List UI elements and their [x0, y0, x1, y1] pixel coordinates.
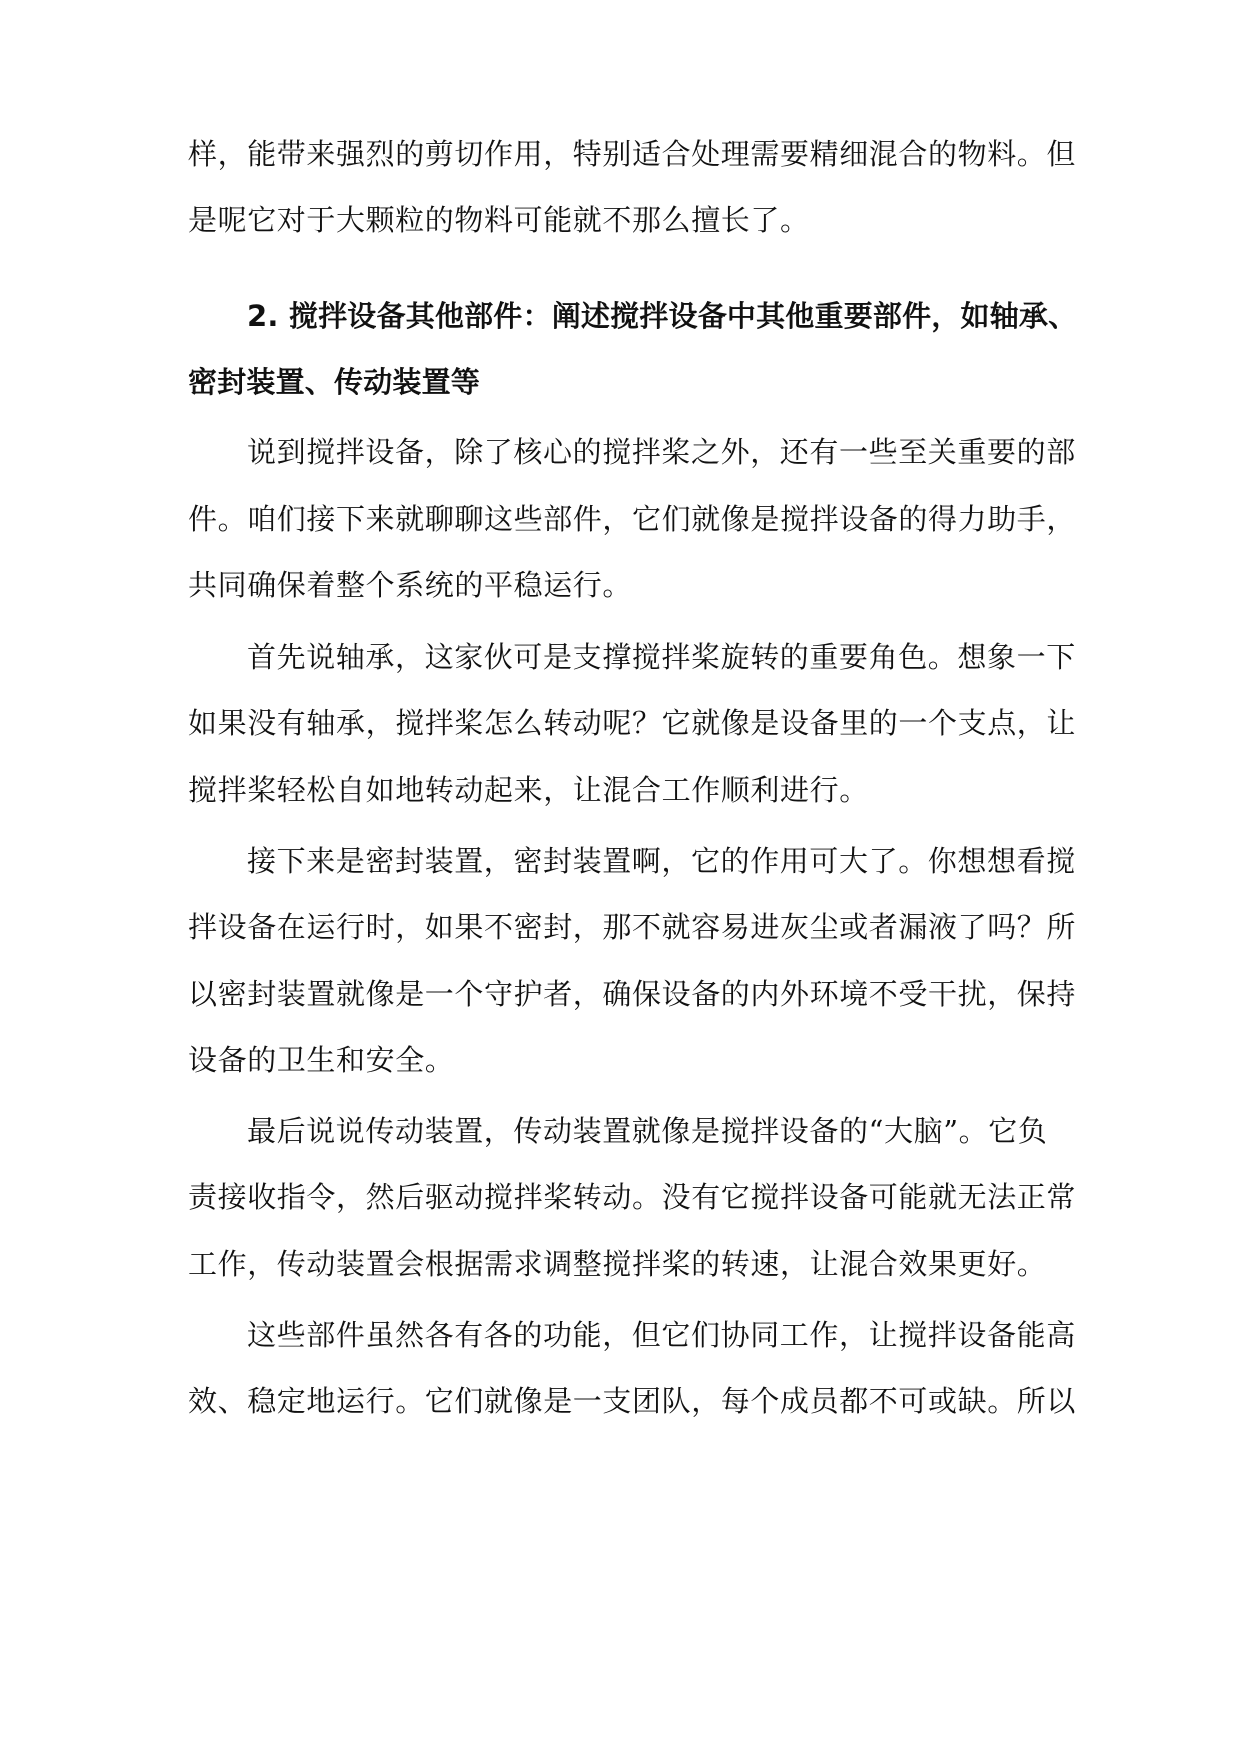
paragraph-3-line-3: 以密封装置就像是一个守护者，确保设备的内外环境不受干扰，保持: [188, 977, 1077, 1011]
paragraph-4-line-1: 最后说说传动装置，传动装置就像是搅拌设备的“大脑”。它负: [247, 1114, 1048, 1148]
paragraph-4-line-3: 工作，传动装置会根据需求调整搅拌桨的转速，让混合效果更好。: [188, 1247, 1047, 1281]
paragraph-2-line-2: 如果没有轴承，搅拌桨怎么转动呢？它就像是设备里的一个支点，让: [188, 706, 1077, 740]
section-heading-line-1: 2. 搅拌设备其他部件：阐述搅拌设备中其他重要部件，如轴承、: [247, 299, 1078, 333]
paragraph-3-line-4: 设备的卫生和安全。: [188, 1043, 455, 1077]
paragraph-5-line-1: 这些部件虽然各有各的功能，但它们协同工作，让搅拌设备能高: [247, 1318, 1076, 1352]
paragraph-1-line-3: 共同确保着整个系统的平稳运行。: [188, 568, 633, 602]
intro-line-1: 样，能带来强烈的剪切作用，特别适合处理需要精细混合的物料。但: [188, 137, 1077, 171]
paragraph-2-line-3: 搅拌桨轻松自如地转动起来，让混合工作顺利进行。: [188, 773, 869, 807]
paragraph-3-line-1: 接下来是密封装置，密封装置啊，它的作用可大了。你想想看搅: [247, 844, 1076, 878]
paragraph-2-line-1: 首先说轴承，这家伙可是支撑搅拌桨旋转的重要角色。想象一下: [247, 640, 1076, 674]
paragraph-1-line-1: 说到搅拌设备，除了核心的搅拌桨之外，还有一些至关重要的部: [247, 435, 1076, 469]
section-heading-line-2: 密封装置、传动装置等: [188, 365, 481, 399]
paragraph-3-line-2: 拌设备在运行时，如果不密封，那不就容易进灰尘或者漏液了吗？所: [188, 910, 1077, 944]
paragraph-4-line-2: 责接收指令，然后驱动搅拌桨转动。没有它搅拌设备可能就无法正常: [188, 1180, 1077, 1214]
intro-line-2: 是呢它对于大颗粒的物料可能就不那么擅长了。: [188, 203, 810, 237]
paragraph-5-line-2: 效、稳定地运行。它们就像是一支团队，每个成员都不可或缺。所以: [188, 1384, 1077, 1418]
paragraph-1-line-2: 件。咱们接下来就聊聊这些部件，它们就像是搅拌设备的得力助手，: [188, 502, 1077, 536]
